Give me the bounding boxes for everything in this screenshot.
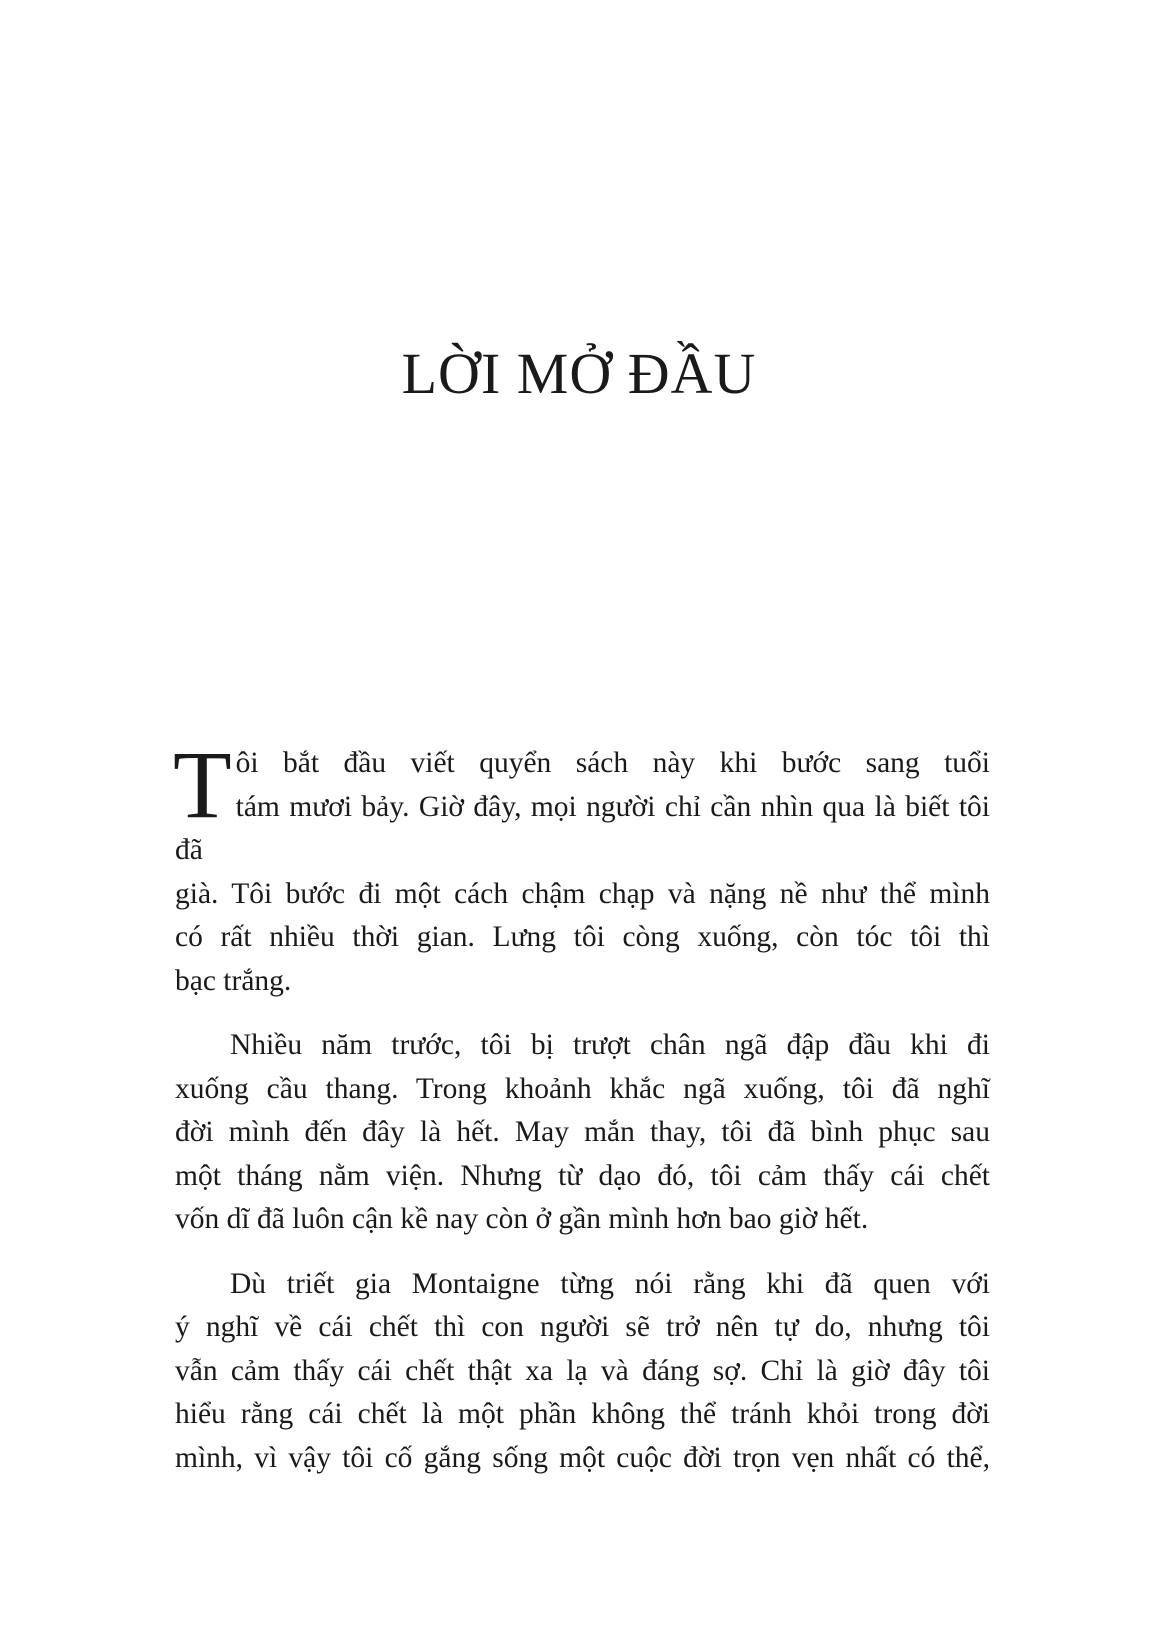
paragraph-1	[173, 731, 990, 1003]
drop-cap: T	[173, 731, 232, 838]
text-line: có rất nhiều thời gian. Lưng tôi còng xuống, còn tóc tôi thì	[175, 921, 990, 953]
paragraph-2	[175, 1024, 990, 1242]
text-line: đời mình đến đây là hết. May mắn thay, tôi đã bình phục sau	[175, 1116, 990, 1148]
chapter-title: LỜI MỞ ĐẦU	[401, 341, 757, 406]
text-line: vốn dĩ đã luôn cận kề nay còn ở gần mình hơn bao giờ hết.	[175, 1203, 869, 1235]
text-line: Nhiều năm trước, tôi bị trượt chân ngã đập đầu khi đi	[230, 1029, 990, 1061]
text-line: già. Tôi bước đi một cách chậm chạp và nặng nề như thể mình	[175, 877, 990, 910]
text-line: mình, vì vậy tôi cố gắng sống một cuộc đời trọn vẹn nhất có thể,	[175, 1441, 990, 1474]
text-line: Dù triết gia Montaigne từng nói rằng khi đã quen với	[230, 1267, 990, 1300]
text-line: hiểu rằng cái chết là một phần không thể tránh khỏi trong đời	[175, 1398, 990, 1430]
text-line: một tháng nằm viện. Nhưng từ dạo đó, tôi cảm thấy cái chết	[175, 1159, 990, 1192]
text-line: bạc trắng.	[175, 964, 292, 997]
text-line: vẫn cảm thấy cái chết thật xa lạ và đáng sợ. Chỉ là giờ đây tôi	[175, 1354, 990, 1387]
text-line: tám mươi bảy. Giờ đây, mọi người chỉ cần nhìn qua là biết tôi đã	[175, 790, 990, 866]
text-line: xuống cầu thang. Trong khoảnh khắc ngã xuống, tôi đã nghĩ	[175, 1072, 990, 1105]
body-text	[173, 731, 990, 1501]
text-line: ôi bắt đầu viết quyển sách này khi bước sang tuổi	[235, 747, 990, 779]
text-line: ý nghĩ về cái chết thì con người sẽ trở nên tự do, nhưng tôi	[175, 1311, 990, 1343]
paragraph-3	[175, 1263, 990, 1481]
